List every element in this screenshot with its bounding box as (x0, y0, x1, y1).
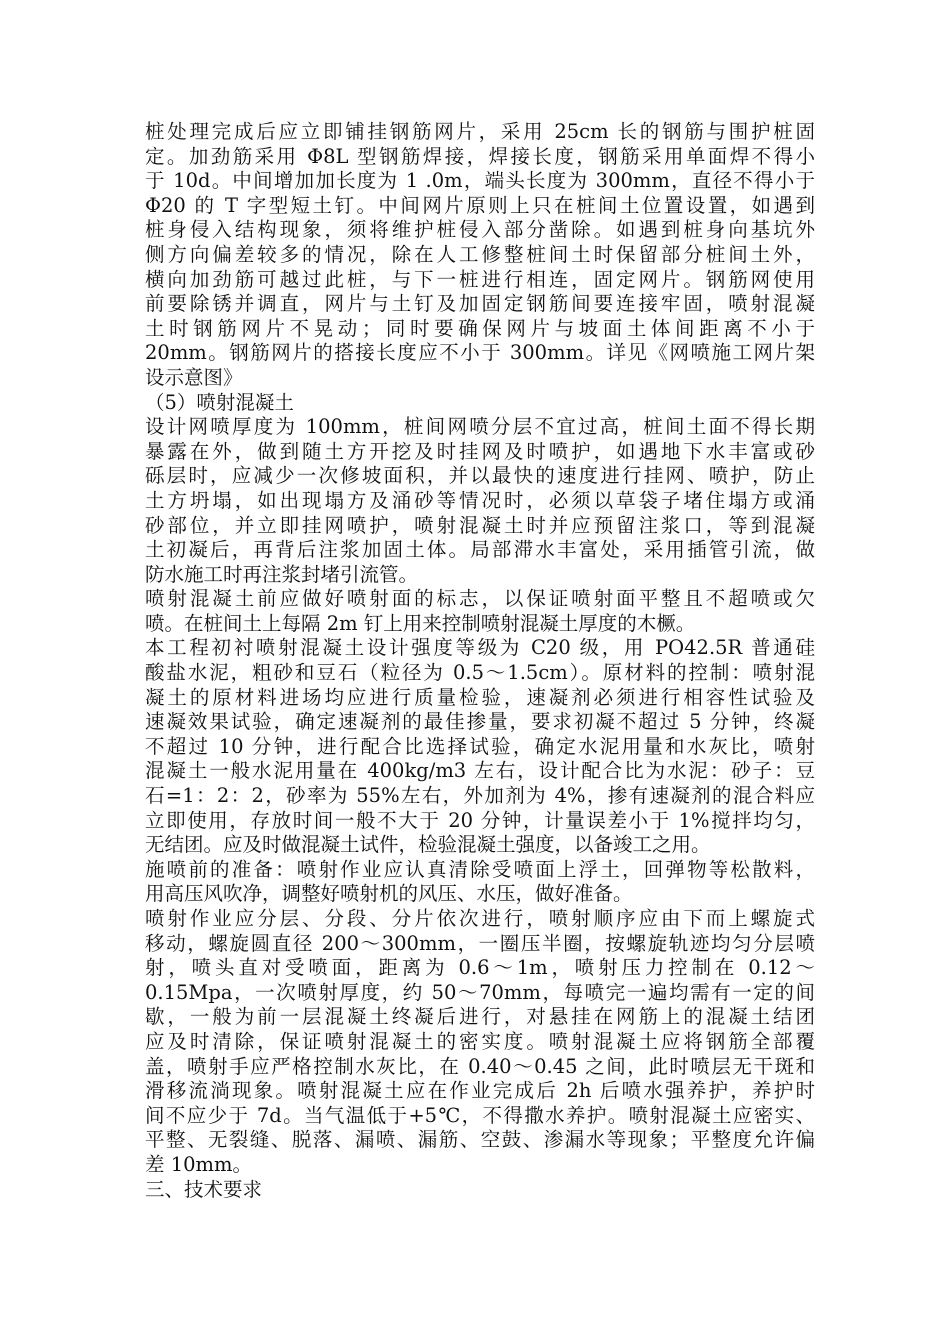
paragraph-spray-marking (145, 587, 815, 636)
text-line: 差 10mm。 (145, 1152, 252, 1176)
text-line: 平整、无裂缝、脱落、漏喷、漏筋、空鼓、渗漏水等现象；平整度允许偏 (145, 1128, 815, 1152)
text-line: 桩身侵入结构现象，须将维护桩侵入部分凿除。如遇到桩身向基坑外 (145, 218, 815, 242)
text-line: 凝土的原材料进场均应进行质量检验，速凝剂必须进行相容性试验及 (145, 685, 815, 709)
text-line: 无结团。应及时做混凝土试件，检验混凝土强度，以备竣工之用。 (145, 833, 711, 857)
text-line: 砂部位，并立即挂网喷护，喷射混凝土时并应预留注浆口，等到混凝 (145, 513, 815, 537)
text-line: 滑移流淌现象。喷射混凝土应在作业完成后 2h 后喷水强养护，养护时 (145, 1079, 815, 1103)
text-line: 横向加劲筋可越过此桩，与下一桩进行相连，固定网片。钢筋网使用 (145, 267, 815, 291)
text-line: 侧方向偏差较多的情况，除在人工修整桩间土时保留部分桩间土外， (145, 242, 815, 266)
text-line: 不超过 10 分钟，进行配合比选择试验，确定水泥用量和水灰比，喷射 (145, 734, 815, 758)
paragraph-materials (145, 636, 815, 857)
text-line: Φ20 的 T 字型短土钉。中间网片原则上只在桩间土位置设置，如遇到 (145, 193, 815, 217)
text-line: 桩处理完成后应立即铺挂钢筋网片，采用 25cm 长的钢筋与围护桩固 (145, 120, 815, 143)
text-line: 施喷前的准备：喷射作业应认真清除受喷面上浮土，回弹物等松散料， (145, 857, 815, 881)
paragraph-mesh-installation (145, 120, 815, 391)
text-line: 混凝土一般水泥用量在 400kg/m3 左右，设计配合比为水泥：砂子：豆 (145, 759, 815, 783)
paragraph-preparation (145, 858, 815, 907)
heading-line: 三、技术要求 (145, 1177, 263, 1201)
text-line: 石=1：2：2，砂率为 55%左右，外加剂为 4%，掺有速凝剂的混合料应 (145, 784, 815, 808)
text-line: 0.15Mpa，一次喷射厚度，约 50～70mm，每喷完一遍均需有一定的间 (145, 980, 815, 1004)
text-line: 歇，一般为前一层混凝土终凝后进行，对悬挂在网筋上的混凝土结团 (145, 1005, 815, 1029)
text-line: 设计网喷厚度为 100mm，桩间网喷分层不宜过高，桩间土面不得长期 (145, 415, 815, 439)
section-heading-shotcrete (145, 391, 815, 416)
text-line: 土方坍塌，如出现塌方及涌砂等情况时，必须以草袋子堵住塌方或涌 (145, 488, 815, 512)
text-line: 喷射作业应分层、分段、分片依次进行，喷射顺序应由下而上螺旋式 (145, 907, 815, 930)
text-line: 应及时清除，保证喷射混凝土的密实度。喷射混凝土应将钢筋全部覆 (145, 1029, 815, 1053)
text-line: 速凝效果试验，确定速凝剂的最佳掺量，要求初凝不超过 5 分钟，终凝 (145, 710, 815, 734)
heading-line: （5）喷射混凝土 (145, 390, 294, 414)
text-line: 喷射混凝土前应做好喷射面的标志，以保证喷射面平整且不超喷或欠 (145, 587, 815, 611)
text-line: 用高压风吹净，调整好喷射机的风压、水压，做好准备。 (145, 882, 633, 906)
section-heading-technical-requirements (145, 1178, 815, 1203)
text-line: 防水施工时再注浆封堵引流管。 (145, 562, 419, 586)
text-line: 间不应少于 7d。当气温低于+5℃，不得撒水养护。喷射混凝土应密实、 (145, 1103, 815, 1127)
text-line: 砾层时，应减少一次修坡面积，并以最快的速度进行挂网、喷护，防止 (145, 464, 815, 488)
text-line: 射，喷头直对受喷面，距离为 0.6～1m，喷射压力控制在 0.12～ (145, 956, 815, 980)
text-line: 盖，喷射手应严格控制水灰比，在 0.40～0.45 之间，此时喷层无干斑和 (145, 1054, 815, 1078)
text-line: 喷。在桩间土上每隔 2m 钉上用来控制喷射混凝土厚度的木橛。 (145, 611, 696, 635)
text-line: 20mm。钢筋网片的搭接长度应不小于 300mm。详见《网喷施工网片架 (145, 341, 815, 365)
document-body (145, 120, 815, 1202)
text-line: 定。加劲筋采用 Φ8L 型钢筋焊接，焊接长度，钢筋采用单面焊不得小 (145, 144, 815, 168)
text-line: 移动，螺旋圆直径 200～300mm，一圈压半圈，按螺旋轨迹均匀分层喷 (145, 931, 815, 955)
text-line: 酸盐水泥，粗砂和豆石（粒径为 0.5～1.5cm）。原材料的控制：喷射混 (145, 661, 815, 685)
paragraph-spray-operation (145, 907, 815, 1178)
text-line: 设示意图》 (145, 365, 243, 389)
text-line: 土时钢筋网片不晃动；同时要确保网片与坡面土体间距离不小于 (145, 316, 815, 340)
text-line: 暴露在外，做到随土方开挖及时挂网及时喷护，如遇地下水丰富或砂 (145, 439, 815, 463)
text-line: 于 10d。中间增加加长度为 1 .0m，端头长度为 300mm，直径不得小于 (145, 169, 815, 193)
text-line: 土初凝后，再背后注浆加固土体。局部滞水丰富处，采用插管引流，做 (145, 538, 815, 562)
text-line: 前要除锈并调直，网片与土钉及加固定钢筋间要连接牢固，喷射混凝 (145, 292, 815, 316)
paragraph-shotcrete-design (145, 415, 815, 587)
text-line: 立即使用，存放时间一般不大于 20 分钟，计量误差小于 1%搅拌均匀， (145, 808, 815, 832)
text-line: 本工程初衬喷射混凝土设计强度等级为 C20 级，用 PO42.5R 普通硅 (145, 636, 815, 660)
